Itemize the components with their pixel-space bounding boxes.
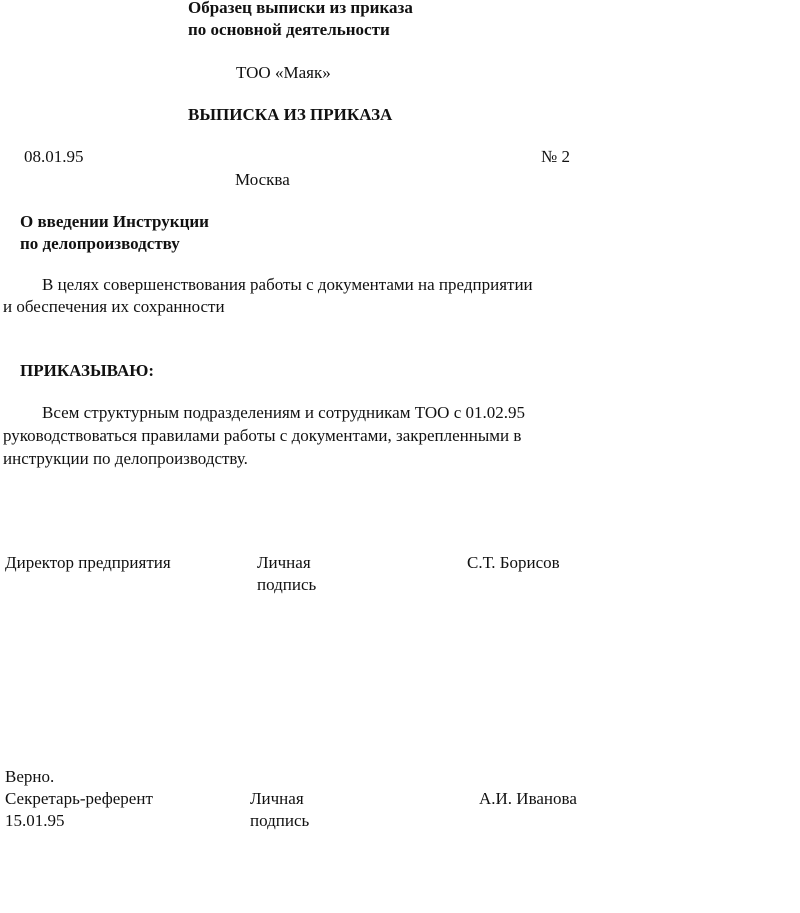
document-date: 08.01.95 (24, 147, 84, 166)
document-number: № 2 (541, 147, 570, 166)
secretary-sign-line1: Личная (250, 789, 304, 808)
subject-line1: О введении Инструкции (20, 212, 209, 231)
director-name: С.Т. Борисов (467, 553, 560, 572)
organization-name: ТОО «Маяк» (236, 63, 331, 82)
certification-date: 15.01.95 (5, 811, 65, 830)
verified-mark: Верно. (5, 767, 55, 786)
sample-title-line2: по основной деятельности (188, 20, 390, 39)
order-text-line2: руководствоваться правилами работы с документами, закрепленными в (3, 426, 522, 445)
document-type-title: ВЫПИСКА ИЗ ПРИКАЗА (188, 105, 393, 124)
order-text-line3: инструкции по делопроизводству. (3, 449, 248, 468)
secretary-sign-line2: подпись (250, 811, 310, 830)
preamble-line2: и обеспечения их сохранности (3, 297, 225, 316)
director-sign-line1: Личная (257, 553, 311, 572)
subject-line2: по делопроизводству (20, 234, 180, 253)
director-position: Директор предприятия (5, 553, 171, 572)
order-word: ПРИКАЗЫВАЮ: (20, 361, 155, 380)
preamble-line1: В целях совершенствования работы с документами на предприятии (42, 275, 533, 294)
order-text-line1: Всем структурным подразделениям и сотрудникам ТОО с 01.02.95 (42, 403, 525, 422)
director-sign-line2: подпись (257, 575, 317, 594)
secretary-position: Секретарь-референт (5, 789, 153, 808)
document-city: Москва (235, 170, 290, 189)
secretary-name: А.И. Иванова (479, 789, 577, 808)
sample-title-line1: Образец выписки из приказа (188, 0, 413, 17)
